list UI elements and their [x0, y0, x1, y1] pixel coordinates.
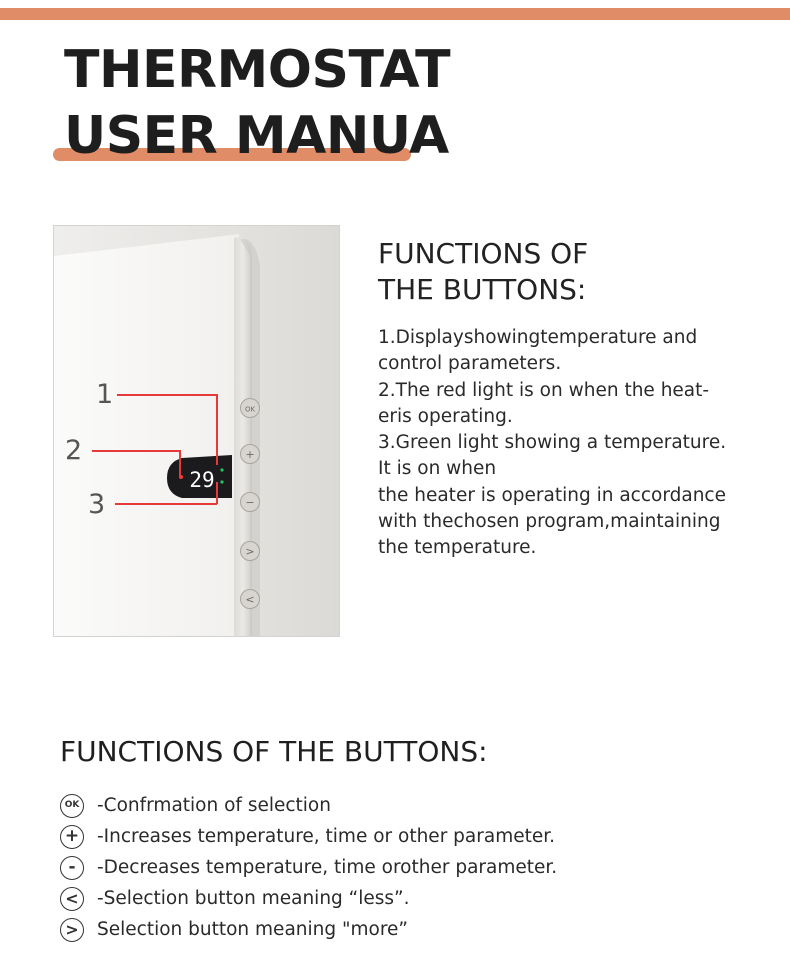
svg-text:+: +	[245, 448, 255, 461]
list-item-text: -Increases temperature, time or other parameter.	[97, 826, 556, 847]
top-accent-bar	[0, 8, 790, 20]
more-icon: >	[60, 918, 84, 942]
list-item	[60, 883, 760, 914]
functions-heading-line2: THE BUTTONS:	[378, 273, 587, 306]
description-line: the heater is operating in accordance	[378, 484, 726, 506]
page-title-line1: THERMOSTAT	[64, 40, 451, 100]
button-function-list	[60, 790, 760, 945]
description-line: control parameters.	[378, 353, 562, 375]
description-line: 1.Displayshowingtemperature and	[378, 327, 698, 348]
thermostat-display	[167, 455, 232, 498]
callout-number-2: 2	[65, 435, 83, 466]
functions-description	[378, 325, 778, 562]
less-icon: <	[60, 887, 84, 911]
thermostat-photo	[53, 225, 340, 637]
svg-text:−: −	[245, 496, 255, 509]
buttons-section-heading: FUNCTIONS OF THE BUTTONS:	[60, 735, 488, 768]
display-reading: 29	[189, 468, 215, 492]
callout-line-3	[115, 503, 217, 505]
callout-number-3: 3	[88, 489, 106, 520]
description-line: eris operating.	[378, 405, 513, 427]
description-line: the temperature.	[378, 537, 537, 559]
description-line: with thechosen program,maintaining	[378, 511, 721, 533]
plus-icon: +	[60, 825, 84, 849]
list-item-text: -Confrmation of selection	[97, 795, 331, 816]
minus-icon: -	[60, 856, 84, 880]
description-line: 2.The red light is on when the heat-	[378, 379, 710, 401]
green-light	[220, 468, 223, 471]
list-item	[60, 821, 760, 852]
description-line: 3.Green light showing a temperature.	[378, 432, 727, 454]
list-item-text: -Selection button meaning “less”.	[97, 888, 410, 909]
list-item-text: -Decreases temperature, time orother parameter.	[97, 857, 558, 878]
list-item	[60, 914, 760, 945]
callout-number-1: 1	[96, 379, 114, 410]
list-item-text: Selection button meaning "more”	[97, 919, 409, 940]
callout-line-1	[117, 394, 217, 396]
functions-heading	[378, 236, 588, 308]
svg-text:<: <	[245, 593, 255, 606]
list-item	[60, 852, 760, 883]
page-title-line2: USER MANUA	[64, 106, 449, 166]
functions-heading-line1: FUNCTIONS OF	[378, 237, 589, 270]
callout-line-2	[92, 450, 180, 452]
ok-icon: OK	[60, 794, 84, 818]
thermostat-illustration	[54, 226, 340, 637]
description-line: It is on when	[378, 458, 497, 480]
svg-text:OK: OK	[244, 405, 256, 414]
list-item	[60, 790, 760, 821]
svg-text:>: >	[245, 545, 255, 558]
